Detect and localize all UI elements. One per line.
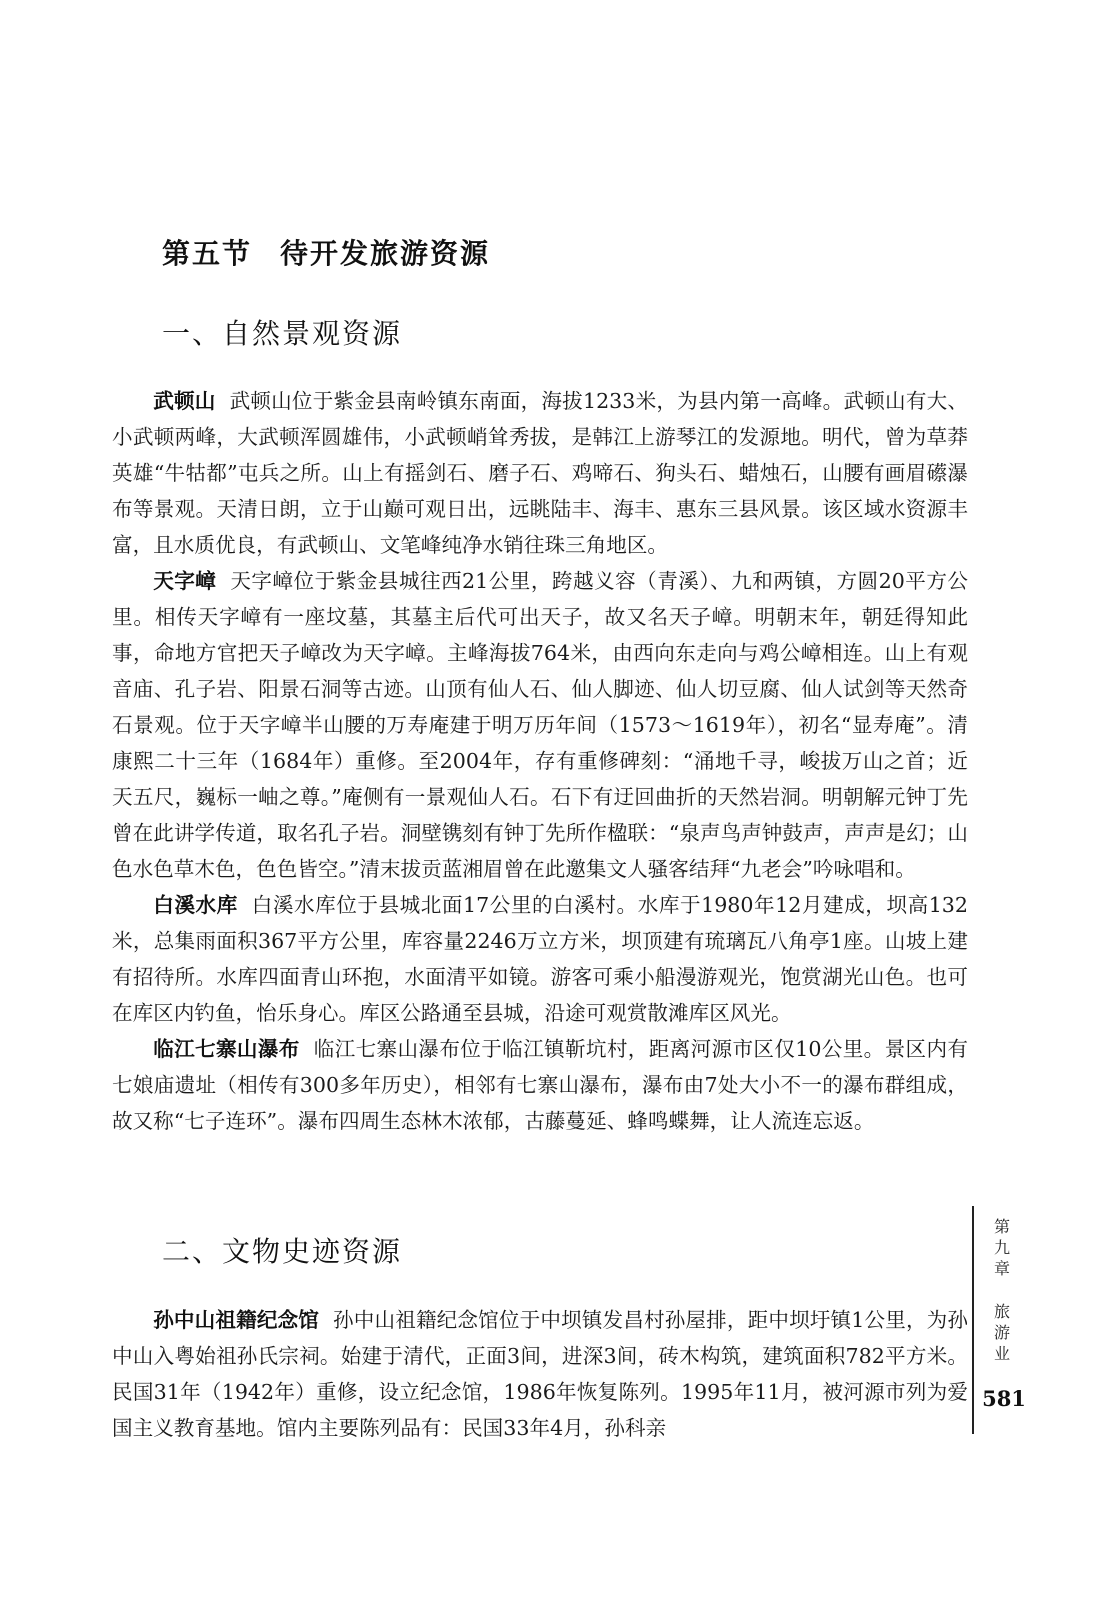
entry-paragraph xyxy=(112,1031,968,1139)
page-number: 581 xyxy=(982,1386,1026,1411)
entry-paragraph xyxy=(112,383,968,563)
subsection-title-heritage: 二、文物史迹资源 xyxy=(162,1235,403,1268)
chapter-number: 第九章 xyxy=(993,1217,1010,1278)
entry-text: 临江七寨山瀑布位于临江镇靳坑村，距离河源市区仅10公里。景区内有七娘庙遗址（相传有300多年历史），相邻有七寨山瀑布，瀑布由7处大小不一的瀑布群组成，故又称“七子连环”。瀑布四周生态林木浓郁，古藤蔓延、蜂鸣蝶舞，让人流连忘返。 xyxy=(112,1037,969,1133)
entry-term: 天字嶂 xyxy=(153,569,217,593)
margin-rule xyxy=(972,1206,974,1434)
margin-chapter-label xyxy=(990,1216,1014,1364)
entry-term: 白溪水库 xyxy=(153,893,238,917)
entry-term: 孙中山祖籍纪念馆 xyxy=(153,1308,320,1332)
entry-paragraph xyxy=(112,887,968,1031)
entry-term: 临江七寨山瀑布 xyxy=(153,1037,300,1061)
entry-text: 白溪水库位于县城北面17公里的白溪村。水库于1980年12月建成，坝高132米，总集雨面积367平方公里，库容量2246万立方米，坝顶建有琉璃瓦八角亭1座。山坡上建有招待所。水库四面青山环抱，水面清平如镜。游客可乘小船漫游观光，饱赏湖光山色。也可在库区内钓鱼，怡乐身心。库区公路通至县城，沿途可观赏散滩库区风光。 xyxy=(112,893,969,1025)
section-number: 第五节 xyxy=(162,237,253,270)
entry-text: 孙中山祖籍纪念馆位于中坝镇发昌村孙屋排，距中坝圩镇1公里，为孙中山入粤始祖孙氏宗祠。始建于清代，正面3间，进深3间，砖木构筑，建筑面积782平方米。民国31年（1942年）重修，设立纪念馆，1986年恢复陈列。1995年11月，被河源市列为爱国主义教育基地。馆内主要陈列品有：民国33年4月，孙科亲 xyxy=(112,1308,969,1440)
entry-text: 武顿山位于紫金县南岭镇东南面，海拔1233米，为县内第一高峰。武顿山有大、小武顿两峰，大武顿浑圆雄伟，小武顿峭耸秀拔，是韩江上游琴江的发源地。明代，曾为草莽英雄“牛牯都”屯兵之所。山上有摇剑石、磨子石、鸡啼石、狗头石、蜡烛石，山腰有画眉礤瀑布等景观。天清日朗，立于山巅可观日出，远眺陆丰、海丰、惠东三县风景。该区域水资源丰富，且水质优良，有武顿山、文笔峰纯净水销往珠三角地区。 xyxy=(112,389,969,557)
entry-term: 武顿山 xyxy=(153,389,216,413)
entry-text: 天字嶂位于紫金县城往西21公里，跨越义容（青溪）、九和两镇，方圆20平方公里。相传天字嶂有一座坟墓，其墓主后代可出天子，故又名天子嶂。明朝末年，朝廷得知此事，命地方官把天子嶂改为天字嶂。主峰海拔764米，由西向东走向与鸡公嶂相连。山上有观音庙、孔子岩、阳景石洞等古迹。山顶有仙人石、仙人脚迹、仙人切豆腐、仙人试剑等天然奇石景观。位于天字嶂半山腰的万寿庵建于明万历年间（1573～1619年），初名“显寿庵”。清康熙二十三年（1684年）重修。至2004年，存有重修碑刻：“涌地千寻，峻拔万山之首；近天五尺，巍标一岫之尊。”庵侧有一景观仙人石。石下有迂回曲折的天然岩洞。明朝解元钟丁先曾在此讲学传道，取名孔子岩。洞壁镌刻有钟丁先所作楹联：“泉声鸟声钟鼓声，声声是幻；山色水色草木色，色色皆空。”清末拔贡蓝湘眉曾在此邀集文人骚客结拜“九老会”吟咏唱和。 xyxy=(112,569,968,881)
heritage-resources-block xyxy=(112,1302,968,1446)
section-name: 待开发旅游资源 xyxy=(280,237,491,270)
subsection-title-natural: 一、自然景观资源 xyxy=(162,317,403,350)
chapter-title: 旅游业 xyxy=(993,1302,1010,1363)
entry-paragraph xyxy=(112,563,968,887)
entry-paragraph xyxy=(112,1302,968,1446)
section-title xyxy=(162,232,490,272)
natural-resources-block xyxy=(112,383,968,1139)
